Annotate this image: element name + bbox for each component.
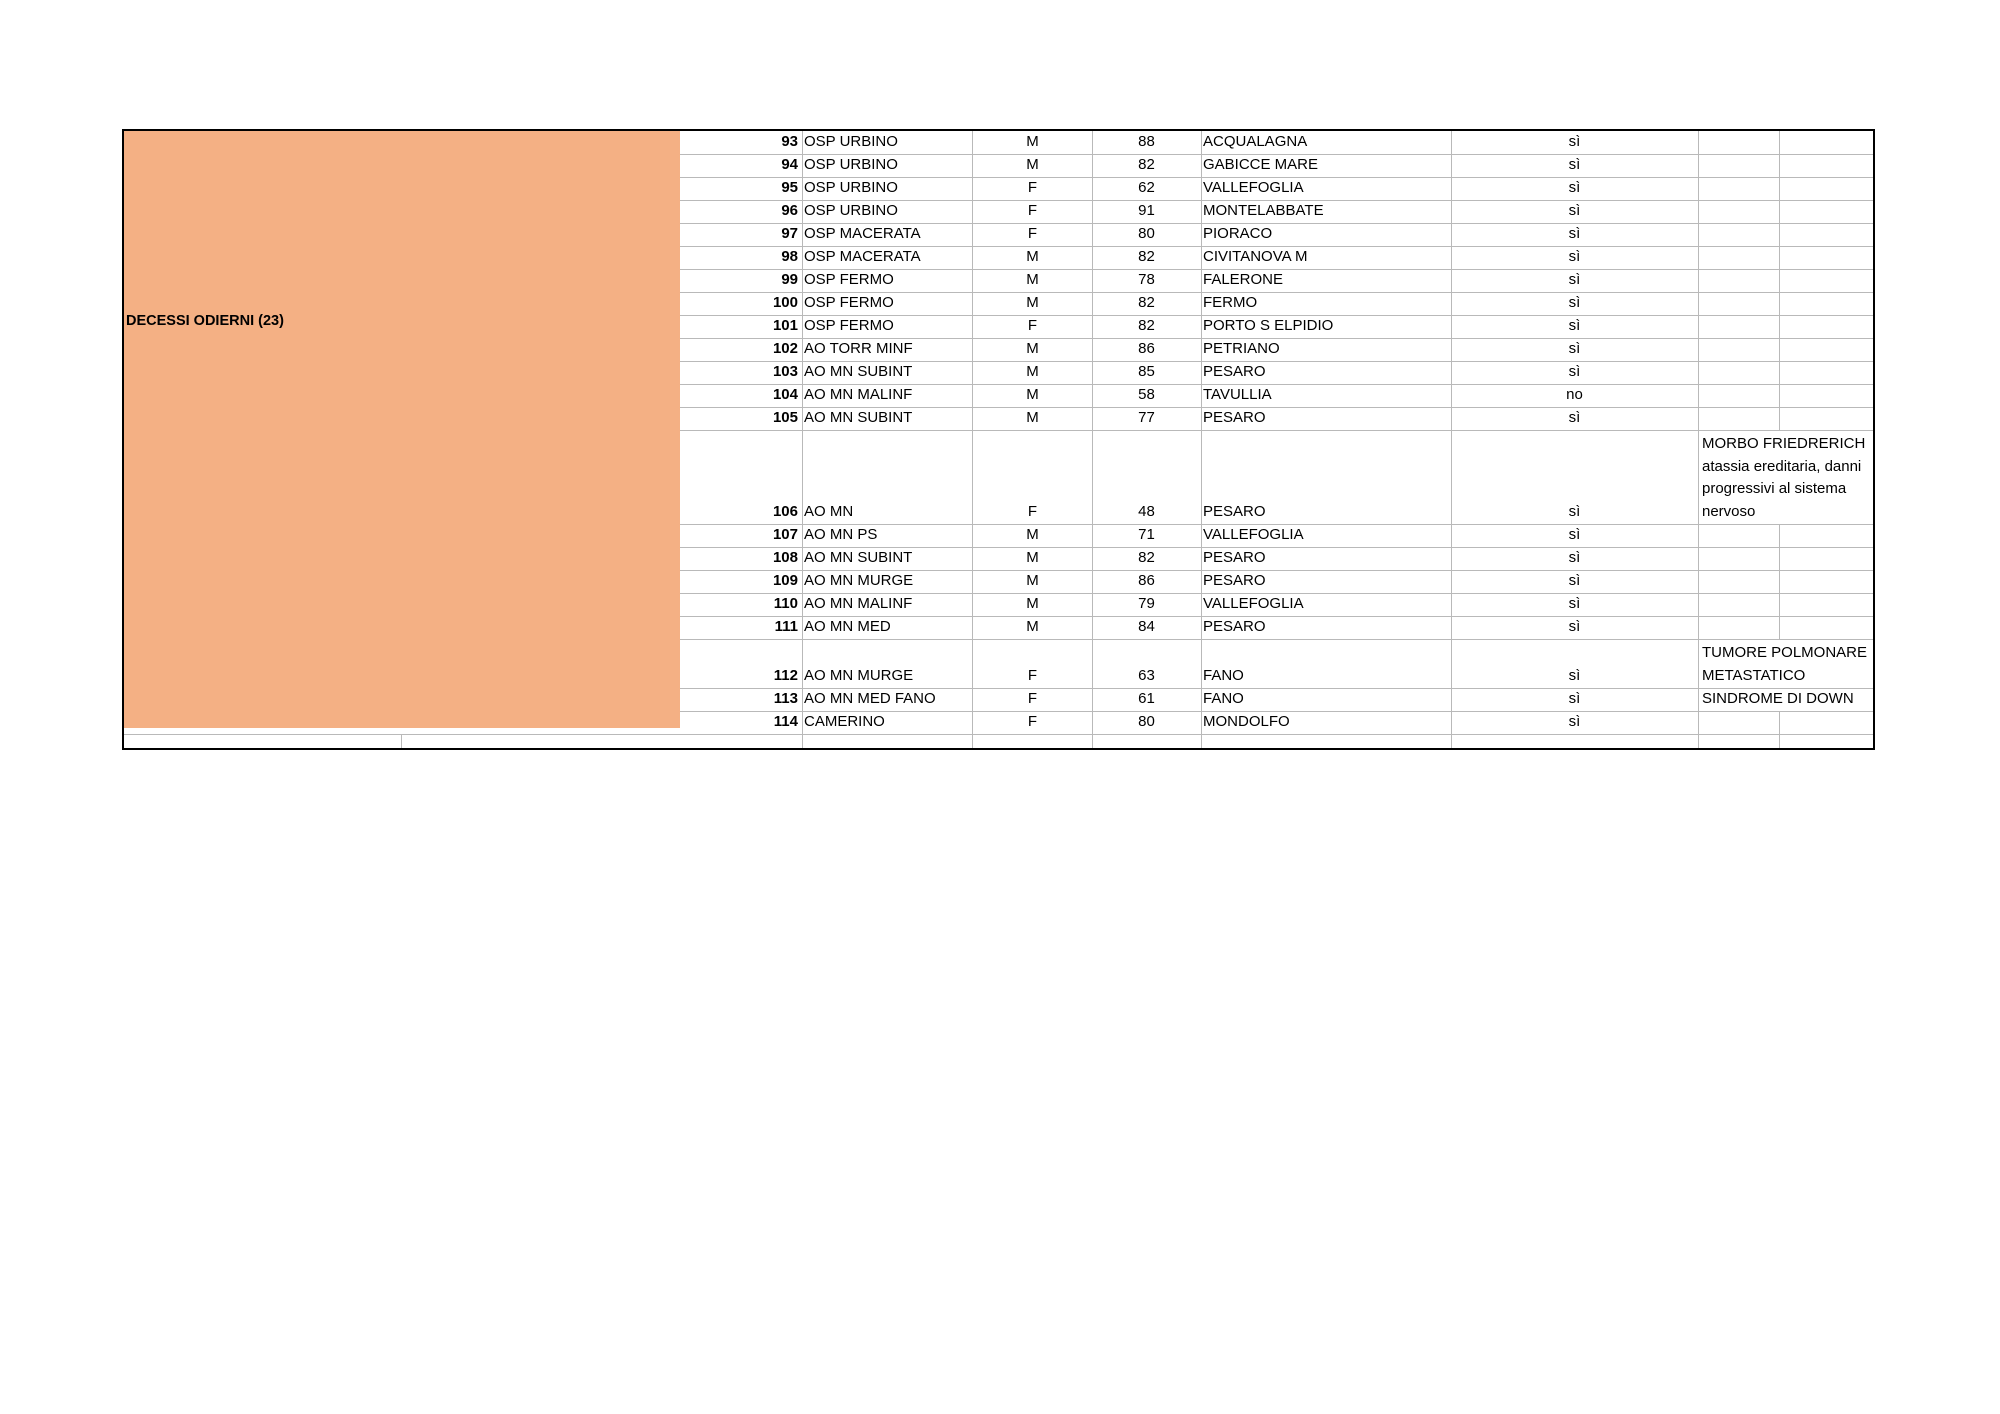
hospital-cell: AO MN SUBINT xyxy=(804,409,913,426)
row-number: 107 xyxy=(772,526,798,543)
notes-cell xyxy=(1699,177,1875,200)
notes-cell xyxy=(1699,616,1875,639)
notes-cell xyxy=(1699,200,1875,223)
sex-cell: F xyxy=(1027,317,1038,334)
sex-cell: F xyxy=(1027,667,1038,684)
notes-cell xyxy=(1699,524,1875,547)
notes-cell xyxy=(1699,384,1875,407)
age-cell: 61 xyxy=(1138,690,1155,707)
sex-cell: M xyxy=(1026,294,1039,311)
row-number: 97 xyxy=(781,225,798,242)
hospital-cell: OSP MACERATA xyxy=(804,225,921,242)
comorbidity-cell: sì xyxy=(1568,156,1581,173)
municipality-cell: PIORACO xyxy=(1203,225,1273,242)
row-number: 113 xyxy=(773,690,798,707)
row-number: 111 xyxy=(774,618,798,635)
comorbidity-cell: sì xyxy=(1568,618,1581,635)
hospital-cell: OSP URBINO xyxy=(804,156,898,173)
municipality-cell: MONTELABBATE xyxy=(1203,202,1324,219)
row-number: 114 xyxy=(773,713,798,730)
municipality-cell: PESARO xyxy=(1203,572,1266,589)
row-number: 99 xyxy=(781,271,798,288)
age-cell: 82 xyxy=(1138,317,1155,334)
notes-cell xyxy=(1699,361,1875,384)
age-cell: 62 xyxy=(1138,179,1155,196)
comorbidity-cell: sì xyxy=(1568,179,1581,196)
notes-cell xyxy=(1699,292,1875,315)
comorbidity-cell: sì xyxy=(1568,248,1581,265)
notes-cell: MORBO FRIEDRERICH atassia ereditaria, danni progressivi al sistema nervoso xyxy=(1702,435,1866,520)
notes-cell xyxy=(1699,315,1875,338)
age-cell: 58 xyxy=(1138,386,1155,403)
comorbidity-cell: sì xyxy=(1568,340,1581,357)
row-number: 96 xyxy=(781,202,798,219)
age-cell: 79 xyxy=(1138,595,1155,612)
hospital-cell: AO MN MURGE xyxy=(804,667,914,684)
row-number: 94 xyxy=(781,156,798,173)
row-number: 109 xyxy=(772,572,798,589)
row-number: 100 xyxy=(772,294,798,311)
municipality-cell: PESARO xyxy=(1203,618,1266,635)
age-cell: 63 xyxy=(1138,667,1155,684)
age-cell: 85 xyxy=(1138,363,1155,380)
comorbidity-cell: sì xyxy=(1568,202,1581,219)
age-cell: 78 xyxy=(1138,271,1155,288)
age-cell: 84 xyxy=(1138,618,1155,635)
comorbidity-cell: sì xyxy=(1568,526,1581,543)
row-number: 93 xyxy=(781,133,798,150)
age-cell: 86 xyxy=(1138,572,1155,589)
municipality-cell: PESARO xyxy=(1203,503,1266,520)
notes-cell xyxy=(1699,131,1875,154)
sex-cell: M xyxy=(1026,248,1039,265)
section-label-cell xyxy=(124,131,680,728)
municipality-cell: TAVULLIA xyxy=(1203,386,1272,403)
sex-cell: F xyxy=(1027,179,1038,196)
hospital-cell: AO MN SUBINT xyxy=(804,363,913,380)
hospital-cell: AO MN SUBINT xyxy=(804,549,913,566)
comorbidity-cell: sì xyxy=(1568,294,1581,311)
notes-cell: TUMORE POLMONARE METASTATICO xyxy=(1702,644,1868,684)
municipality-cell: GABICCE MARE xyxy=(1203,156,1319,173)
municipality-cell: PESARO xyxy=(1203,549,1266,566)
age-cell: 82 xyxy=(1138,248,1155,265)
municipality-cell: ACQUALAGNA xyxy=(1203,133,1308,150)
age-cell: 71 xyxy=(1138,526,1155,543)
notes-cell: SINDROME DI DOWN xyxy=(1702,689,1854,707)
sex-cell: F xyxy=(1027,225,1038,242)
sex-cell: F xyxy=(1027,503,1038,520)
row-number: 106 xyxy=(772,503,798,520)
municipality-cell: FALERONE xyxy=(1203,271,1284,288)
comorbidity-cell: sì xyxy=(1568,271,1581,288)
age-cell: 80 xyxy=(1138,713,1155,730)
hospital-cell: OSP MACERATA xyxy=(804,248,921,265)
comorbidity-cell: sì xyxy=(1568,409,1581,426)
municipality-cell: FANO xyxy=(1203,690,1244,707)
comorbidity-cell: sì xyxy=(1568,317,1581,334)
municipality-cell: MONDOLFO xyxy=(1203,713,1290,730)
hospital-cell: AO MN MALINF xyxy=(804,386,913,403)
sex-cell: M xyxy=(1026,572,1039,589)
hospital-cell: AO TORR MINF xyxy=(804,340,913,357)
age-cell: 82 xyxy=(1138,549,1155,566)
municipality-cell: PESARO xyxy=(1203,363,1266,380)
row-number: 104 xyxy=(772,386,798,403)
municipality-cell: FANO xyxy=(1203,667,1244,684)
municipality-cell: VALLEFOGLIA xyxy=(1203,179,1304,196)
sex-cell: M xyxy=(1026,156,1039,173)
comorbidity-cell: sì xyxy=(1568,549,1581,566)
sex-cell: M xyxy=(1026,409,1039,426)
hospital-cell: OSP FERMO xyxy=(804,317,894,334)
row-number: 102 xyxy=(772,340,798,357)
hospital-cell: AO MN MED xyxy=(804,618,891,635)
comorbidity-cell: sì xyxy=(1568,713,1581,730)
sex-cell: F xyxy=(1027,713,1038,730)
hospital-cell: OSP URBINO xyxy=(804,133,898,150)
sex-cell: M xyxy=(1026,595,1039,612)
sex-cell: F xyxy=(1027,690,1038,707)
row-number: 112 xyxy=(773,667,798,684)
age-cell: 48 xyxy=(1138,503,1155,520)
age-cell: 77 xyxy=(1138,409,1155,426)
sex-cell: M xyxy=(1026,618,1039,635)
row-number: 108 xyxy=(772,549,798,566)
row-number: 101 xyxy=(772,317,798,334)
notes-cell xyxy=(1699,338,1875,361)
notes-cell xyxy=(1699,593,1875,616)
sex-cell: M xyxy=(1026,340,1039,357)
comorbidity-cell: sì xyxy=(1568,572,1581,589)
notes-cell xyxy=(1699,154,1875,177)
hospital-cell: AO MN MURGE xyxy=(804,572,914,589)
municipality-cell: PORTO S ELPIDIO xyxy=(1203,317,1334,334)
row-number: 103 xyxy=(772,363,798,380)
comorbidity-cell: sì xyxy=(1568,690,1581,707)
section-label: DECESSI ODIERNI (23) xyxy=(126,313,284,329)
hospital-cell: OSP URBINO xyxy=(804,202,898,219)
age-cell: 86 xyxy=(1138,340,1155,357)
notes-cell xyxy=(1699,711,1875,734)
municipality-cell: CIVITANOVA M xyxy=(1203,248,1308,265)
notes-cell xyxy=(1699,547,1875,570)
comorbidity-cell: sì xyxy=(1568,503,1581,520)
comorbidity-cell: sì xyxy=(1568,595,1581,612)
sex-cell: M xyxy=(1026,271,1039,288)
hospital-cell: AO MN MED FANO xyxy=(804,690,936,707)
sex-cell: M xyxy=(1026,363,1039,380)
notes-cell xyxy=(1699,570,1875,593)
sex-cell: M xyxy=(1026,386,1039,403)
comorbidity-cell: sì xyxy=(1568,225,1581,242)
age-cell: 91 xyxy=(1138,202,1155,219)
age-cell: 80 xyxy=(1138,225,1155,242)
row-number: 95 xyxy=(781,179,798,196)
row-number: 105 xyxy=(772,409,798,426)
notes-cell xyxy=(1699,246,1875,269)
hospital-cell: AO MN PS xyxy=(804,526,878,543)
comorbidity-cell: sì xyxy=(1568,363,1581,380)
municipality-cell: PETRIANO xyxy=(1203,340,1280,357)
municipality-cell: VALLEFOGLIA xyxy=(1203,526,1304,543)
notes-cell xyxy=(1699,223,1875,246)
row-number: 98 xyxy=(781,248,798,265)
comorbidity-cell: sì xyxy=(1568,133,1581,150)
hospital-cell: OSP URBINO xyxy=(804,179,898,196)
comorbidity-cell: no xyxy=(1566,386,1583,403)
age-cell: 88 xyxy=(1138,133,1155,150)
hospital-cell: AO MN xyxy=(804,503,854,520)
municipality-cell: PESARO xyxy=(1203,409,1266,426)
sex-cell: M xyxy=(1026,526,1039,543)
hospital-cell: CAMERINO xyxy=(804,713,885,730)
municipality-cell: VALLEFOGLIA xyxy=(1203,595,1304,612)
hospital-cell: OSP FERMO xyxy=(804,294,894,311)
notes-cell xyxy=(1699,269,1875,292)
hospital-cell: OSP FERMO xyxy=(804,271,894,288)
age-cell: 82 xyxy=(1138,156,1155,173)
hospital-cell: AO MN MALINF xyxy=(804,595,913,612)
comorbidity-cell: sì xyxy=(1568,667,1581,684)
municipality-cell: FERMO xyxy=(1203,294,1258,311)
row-number: 110 xyxy=(773,595,798,612)
notes-cell xyxy=(1699,407,1875,430)
age-cell: 82 xyxy=(1138,294,1155,311)
sex-cell: M xyxy=(1026,133,1039,150)
sex-cell: M xyxy=(1026,549,1039,566)
sex-cell: F xyxy=(1027,202,1038,219)
